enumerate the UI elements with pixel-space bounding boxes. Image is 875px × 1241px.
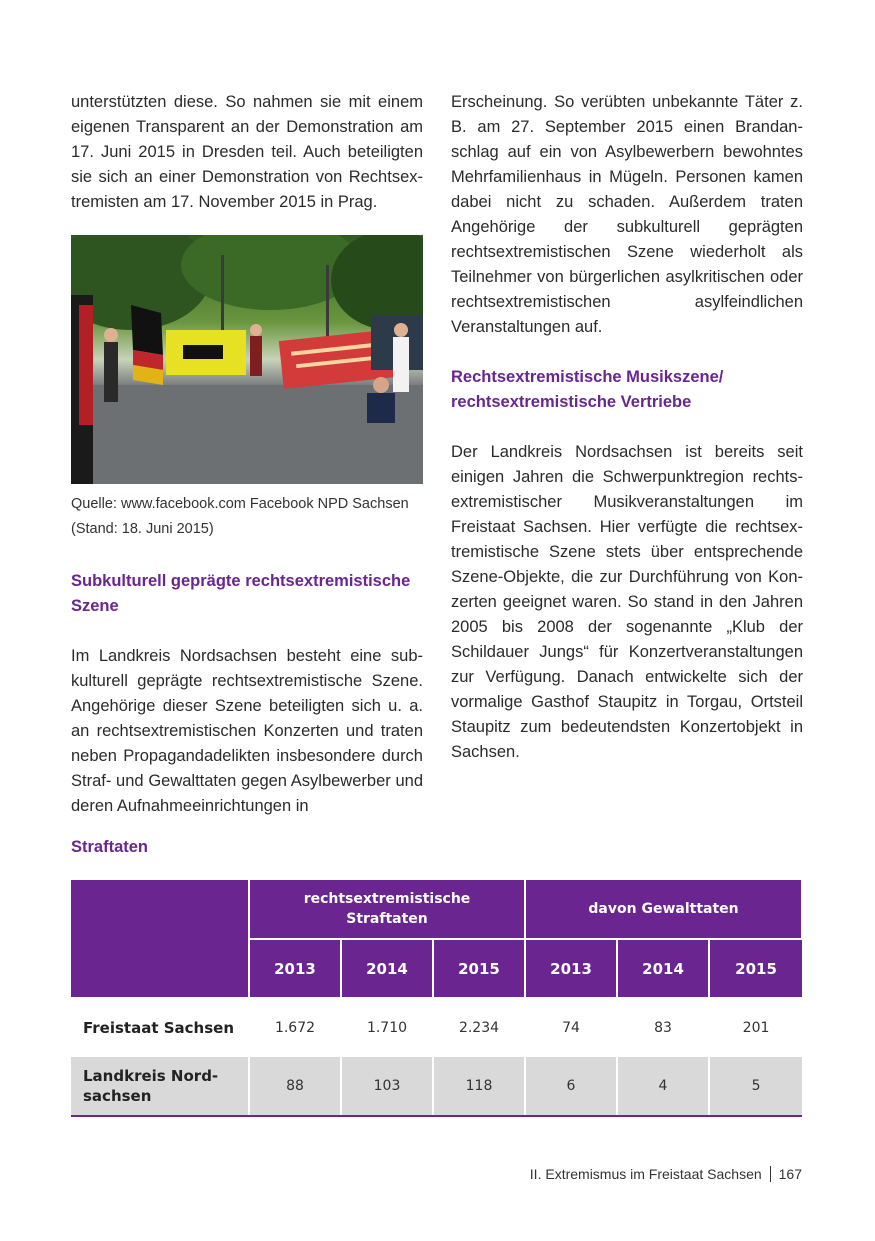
table-cell: 2.234 bbox=[433, 998, 525, 1057]
table-cell: 83 bbox=[617, 998, 709, 1057]
footer-divider bbox=[770, 1166, 771, 1182]
row-label-freistaat bbox=[71, 998, 249, 1057]
year-header: 2013 bbox=[525, 939, 617, 998]
footer-section-title: II. Extremismus im Freistaat Sachsen bbox=[529, 1166, 762, 1182]
photo-caption bbox=[71, 492, 423, 542]
group1-line-2: Straftaten bbox=[346, 911, 428, 927]
row-label-line-1: Freistaat Sachsen bbox=[83, 1019, 235, 1037]
table-cell: 6 bbox=[525, 1057, 617, 1116]
table-cell: 1.672 bbox=[249, 998, 341, 1057]
row-label-nordsachsen bbox=[71, 1057, 249, 1116]
right-column bbox=[451, 90, 803, 765]
page-number: 167 bbox=[778, 1166, 802, 1182]
table-title: Straftaten bbox=[71, 838, 149, 856]
year-header: 2014 bbox=[617, 939, 709, 998]
table-cell: 1.710 bbox=[341, 998, 433, 1057]
year-header: 2015 bbox=[709, 939, 802, 998]
year-header: 2013 bbox=[249, 939, 341, 998]
row-label-line-1: Landkreis Nord- bbox=[83, 1067, 219, 1085]
right-paragraph-2: Der Landkreis Nordsachsen ist bereits seit einigen Jahren die Schwerpunktregion rechtsextremistischer Musikveranstaltungen im Freistaat Sachsen. Hier verfügte die rechtsextremistische Szene stets über entsprechende Szene-Objekte, die zur Durchführung von Konzerten geeignet waren. So stand in den Jahren 2005 bis 2008 der sogenannte „Klub der Schildauer Jungs“ für Konzertveranstaltungen zur Verfügung. Danach entwickelte sich der vormalige Gasthof Staupitz in Torgau, Ortsteil Staupitz zum bedeutendsten Konzertobjekt in Sachsen. bbox=[451, 443, 803, 761]
table-cell: 103 bbox=[341, 1057, 433, 1116]
left-paragraph-2: Im Landkreis Nordsachsen besteht eine subkulturell geprägte rechtsextremistische Szene. Angehörige dieser Szene beteiligten sich u. a. an rechtsextremistischen Konzerten und traten neben Propagandadelikten insbesondere durch Straf- und Gewalttaten gegen Asylbewerber und deren Aufnahmeeinrichtungen in bbox=[71, 647, 423, 815]
caption-line-2: (Stand: 18. Juni 2015) bbox=[71, 521, 214, 537]
subheading-musikszene bbox=[451, 365, 803, 415]
table-corner-cell bbox=[71, 880, 249, 998]
left-paragraph-1: unterstützten diese. So nahmen sie mit einem eigenen Transparent an der Demonstration am 17. Juni 2015 in Dresden teil. Auch beteiligten sie sich an einer Demonstration von Rechtsextremisten am 17. November 2015 in Prag. bbox=[71, 93, 423, 211]
table-cell: 5 bbox=[709, 1057, 802, 1116]
table-row bbox=[71, 998, 802, 1057]
demonstration-photo bbox=[71, 235, 423, 484]
page-footer bbox=[530, 1166, 802, 1182]
right-paragraph-1: Erscheinung. So verübten unbekannte Täter z. B. am 27. September 2015 einen Brandanschlag auf ein von Asylbewerbern bewohntes Mehrfamilienhaus in Mügeln. Personen kamen dabei nicht zu schaden. Außerdem traten Angehörige der subkulturell geprägten rechtsextremistischen Szene wiederholt als Teilnehmer von bürgerlichen asylkritischen oder rechtsextremistischen asylfeindlichen Veranstaltungen auf. bbox=[451, 93, 803, 336]
row-label-line-2: sachsen bbox=[83, 1087, 152, 1105]
table-cell: 4 bbox=[617, 1057, 709, 1116]
subheading-line-1: Rechtsextremistische Musikszene/ bbox=[451, 368, 724, 386]
table-cell: 88 bbox=[249, 1057, 341, 1116]
straftaten-table bbox=[71, 880, 803, 1117]
table-cell: 201 bbox=[709, 998, 802, 1057]
table-row bbox=[71, 1057, 802, 1116]
header-group-straftaten bbox=[249, 880, 525, 939]
year-header: 2015 bbox=[433, 939, 525, 998]
table-cell: 74 bbox=[525, 998, 617, 1057]
subheading-line-2: rechtsextremistische Vertriebe bbox=[451, 393, 692, 411]
table-cell: 118 bbox=[433, 1057, 525, 1116]
subheading-subkulturell: Subkulturell geprägte rechtsextremistische Szene bbox=[71, 572, 411, 615]
group1-line-1: rechtsextremistische bbox=[303, 891, 471, 907]
caption-line-1: Quelle: www.facebook.com Facebook NPD Sachsen bbox=[71, 496, 409, 512]
left-column bbox=[71, 90, 423, 819]
header-group-gewalttaten: davon Gewalttaten bbox=[525, 880, 802, 939]
year-header: 2014 bbox=[341, 939, 433, 998]
